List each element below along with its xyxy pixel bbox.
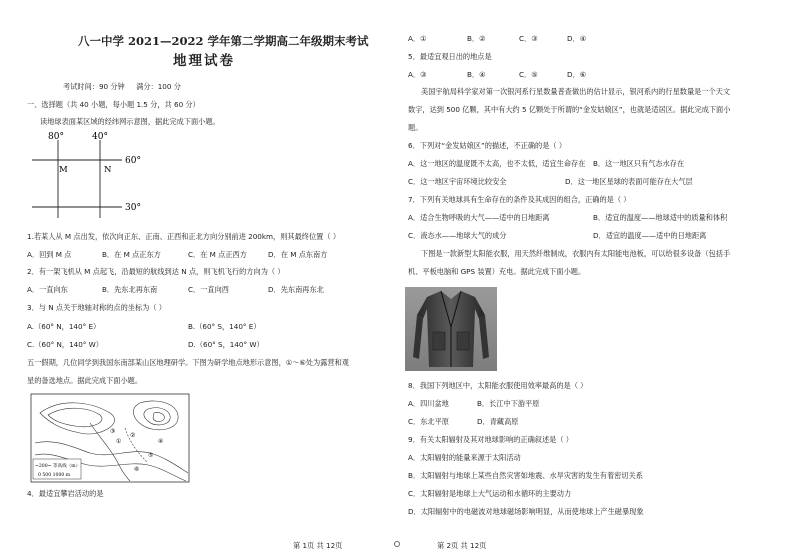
q9-option-c: C．太阳辐射是地球上大气运动和水循环的主要动力	[408, 489, 572, 498]
question-1: 1.若某人从 M 点出发，依次向正东、正南、正西和正北方向分别前进 200km，则其最终位置（ ）	[27, 232, 341, 241]
contour-legend: ~200~ 等高线（m）	[35, 464, 81, 469]
point-n-label: N	[104, 165, 112, 175]
solar-jacket-image	[405, 287, 497, 371]
q3-option-c: C.（60° N，140° W）	[27, 340, 103, 349]
section-heading: 一、选择题（共 40 小题，每小题 1.5 分，共 60 分）	[27, 100, 200, 109]
q4-option-a: A．①	[408, 34, 427, 43]
q3-option-a: A.（60° N，140° E）	[27, 322, 101, 331]
q7-option-c: C．液态水——地球大气的成分	[408, 231, 507, 240]
passage-4-line-2: 机、平板电脑和 GPS 装置）充电。据此完成下面小题。	[408, 267, 586, 276]
graticule-figure	[30, 130, 170, 220]
contour-map	[30, 393, 190, 483]
q7-option-b: B．适宜的温度——地球适中的质量和体积	[593, 213, 728, 222]
q1-option-d: D．在 M 点东南方	[268, 250, 328, 259]
q2-option-a: A．一直向东	[27, 285, 68, 294]
svg-text:④: ④	[158, 438, 164, 445]
q1-option-c: C．在 M 点正西方	[188, 250, 247, 259]
latitude-label-bottom: 30°	[125, 203, 141, 213]
passage-3-line-3: 题。	[408, 123, 423, 132]
q6-option-c: C．这一地区宇宙环境比较安全	[408, 177, 507, 186]
q4-option-d: D．④	[567, 34, 587, 43]
question-2: 2．有一架飞机从 M 点起飞，沿最短的航线到达 N 点，则飞机飞行的方向为（ ）	[27, 267, 285, 276]
latitude-label-top: 60°	[125, 156, 141, 166]
q5-option-b: B．④	[467, 70, 486, 79]
contour-scale: 0 500 1000 m	[38, 473, 71, 478]
q7-option-d: D．适宜的温度——适中的日地距离	[593, 231, 707, 240]
question-6: 6．下列对“金发姑娘区”的描述，不正确的是（ ）	[408, 141, 567, 150]
q9-option-b: B．太阳辐射与地球上某些自然灾害如地震、水旱灾害的发生有着密切关系	[408, 471, 643, 480]
q1-option-a: A．回到 M 点	[27, 250, 72, 259]
passage-3-line-1: 美国宇航局科学家对第一次银河系行星数量普查做出的估计显示，银河系内的行星数量是一个天文	[421, 87, 731, 96]
q3-option-d: D.（60° S，140° W）	[188, 340, 264, 349]
q6-option-d: D．这一地区星球的表面可能存在大气层	[565, 177, 693, 186]
q9-option-a: A．太阳辐射的能量来源于太阳活动	[408, 453, 521, 462]
q4-option-c: C．③	[519, 34, 538, 43]
svg-text:②: ②	[130, 432, 136, 439]
q1-option-b: B．在 M 点正东方	[102, 250, 161, 259]
subject-title: 地理试卷	[173, 53, 235, 69]
q5-option-d: D．⑥	[567, 70, 587, 79]
point-m-label: M	[59, 165, 68, 175]
q8-option-c: C．东北平原	[408, 417, 449, 426]
svg-text:⑥: ⑥	[134, 466, 140, 473]
right-page	[397, 0, 794, 560]
q5-option-a: A．③	[408, 70, 427, 79]
longitude-label-right: 40°	[92, 132, 108, 142]
q6-option-b: B．这一地区只有气态水存在	[593, 159, 685, 168]
q5-option-c: C．⑤	[519, 70, 538, 79]
q8-option-b: B．长江中下游平原	[477, 399, 540, 408]
passage-intro: 读地球表面某区域的经纬网示意图，据此完成下面小题。	[40, 117, 220, 126]
passage-2-line-1: 五一假期，几位同学到我国东南部某山区地理研学。下图为研学地点地形示意图，①～⑥处为露营和观	[27, 358, 349, 367]
passage-3-line-2: 数字，达到 500 亿颗，其中有大约 5 亿颗处于所谓的“金发姑娘区”，也就是适居区。据此完成下面小	[408, 105, 731, 114]
q8-option-d: D．青藏高原	[477, 417, 519, 426]
svg-text:③: ③	[110, 428, 116, 435]
question-7: 7．下列有关地球具有生命存在的条件及其成因的组合，正确的是（ ）	[408, 195, 631, 204]
q9-option-d: D．太阳辐射中的电磁波对地球磁场影响明显，从而使地球上产生磁暴现象	[408, 507, 644, 516]
longitude-label-left: 80°	[48, 132, 64, 142]
question-5: 5．最适宜观日出的地点是	[408, 52, 492, 61]
svg-text:①: ①	[116, 438, 122, 445]
question-9: 9．有关太阳辐射及其对地球影响的正确叙述是（ ）	[408, 435, 573, 444]
exam-title: 八一中学 2021—2022 学年第二学期高二年级期末考试	[78, 34, 369, 48]
question-8: 8．我国下列地区中，太阳能衣服使用效率最高的是（ ）	[408, 381, 588, 390]
svg-text:⑤: ⑤	[148, 452, 154, 459]
q2-option-b: B．先东北再东南	[102, 285, 158, 294]
q2-option-d: D．先东南再东北	[268, 285, 324, 294]
q8-option-a: A．四川盆地	[408, 399, 449, 408]
q3-option-b: B.（60° S，140° E）	[188, 322, 261, 331]
exam-info: 考试时间：90 分钟 满分：100 分	[63, 82, 181, 91]
footer-page-2: 第 2页 共 12页	[437, 541, 487, 550]
footer-page-1: 第 1页 共 12页	[293, 541, 343, 550]
passage-2-line-2: 星的备选地点。据此完成下面小题。	[27, 376, 143, 385]
q4-option-b: B．②	[467, 34, 486, 43]
q7-option-a: A．适合生物呼吸的大气——适中的日地距离	[408, 213, 550, 222]
question-4: 4．最适宜攀岩活动的是	[27, 489, 104, 498]
passage-4-line-1: 下图是一款新型太阳能衣服，用天然纤维制成，衣服内有太阳能电池板，可以给很多设备（包括手	[421, 249, 731, 258]
q6-option-a: A．这一地区的温度既不太高，也不太低，适宜生命存在	[408, 159, 586, 168]
question-3: 3．与 N 点关于地轴对称的点的坐标为（ ）	[27, 303, 166, 312]
q2-option-c: C．一直向西	[188, 285, 229, 294]
